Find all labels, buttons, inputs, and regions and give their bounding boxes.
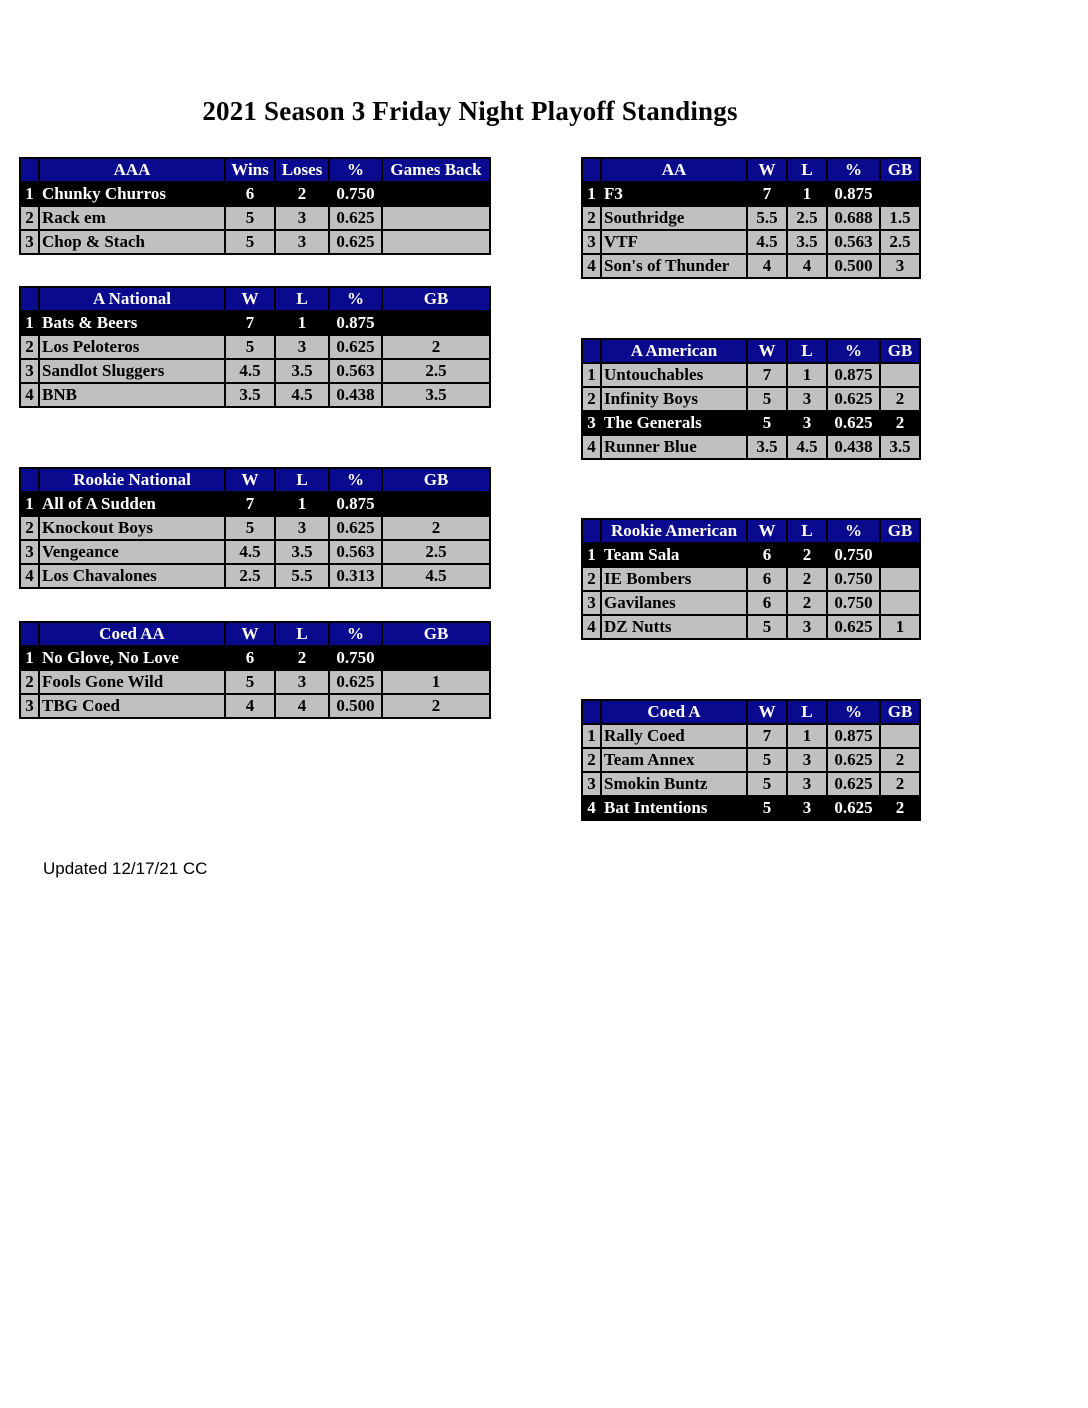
table-row — [582, 543, 920, 567]
table-row — [582, 363, 920, 387]
team-name: Chunky Churros — [39, 182, 225, 206]
pct-cell: 0.625 — [827, 387, 880, 411]
pct-cell: 0.625 — [329, 206, 382, 230]
games-back-cell: 2 — [382, 694, 490, 718]
wins-cell: 6 — [747, 567, 787, 591]
rank-cell: 1 — [20, 182, 39, 206]
losses-cell: 3 — [275, 230, 329, 254]
table-row — [582, 615, 920, 639]
games-back-cell: 2 — [880, 772, 920, 796]
wins-cell: 7 — [225, 492, 275, 516]
games-back-header: GB — [382, 468, 490, 492]
losses-cell: 3 — [787, 387, 827, 411]
table-row — [20, 335, 490, 359]
pct-cell: 0.563 — [329, 540, 382, 564]
pct-cell: 0.750 — [329, 646, 382, 670]
rank-cell: 1 — [582, 182, 601, 206]
losses-cell: 1 — [275, 311, 329, 335]
games-back-cell: 2 — [880, 748, 920, 772]
losses-header: L — [787, 700, 827, 724]
wins-cell: 7 — [225, 311, 275, 335]
rank-cell: 3 — [582, 411, 601, 435]
games-back-cell — [880, 363, 920, 387]
losses-header: L — [275, 287, 329, 311]
table-row — [582, 387, 920, 411]
division-name: A American — [601, 339, 747, 363]
table-row — [582, 411, 920, 435]
losses-cell: 1 — [275, 492, 329, 516]
games-back-cell: 2 — [382, 516, 490, 540]
header-row — [582, 158, 920, 182]
games-back-cell: 2.5 — [880, 230, 920, 254]
wins-cell: 4.5 — [747, 230, 787, 254]
pct-cell: 0.875 — [329, 311, 382, 335]
losses-cell: 4 — [275, 694, 329, 718]
table-row — [582, 254, 920, 278]
team-name: Southridge — [601, 206, 747, 230]
rookie-american-standings-table — [581, 518, 921, 640]
rank-cell: 1 — [582, 724, 601, 748]
division-name: Coed A — [601, 700, 747, 724]
losses-cell: 2 — [787, 543, 827, 567]
losses-cell: 4.5 — [275, 383, 329, 407]
losses-cell: 3 — [787, 615, 827, 639]
team-name: The Generals — [601, 411, 747, 435]
rank-header-cell — [582, 519, 601, 543]
wins-header: W — [747, 339, 787, 363]
wins-cell: 5 — [225, 670, 275, 694]
games-back-cell — [880, 724, 920, 748]
wins-cell: 6 — [747, 591, 787, 615]
team-name: Rack em — [39, 206, 225, 230]
team-name: Vengeance — [39, 540, 225, 564]
division-name: A National — [39, 287, 225, 311]
games-back-cell — [880, 543, 920, 567]
team-name: Son's of Thunder — [601, 254, 747, 278]
losses-cell: 3.5 — [787, 230, 827, 254]
pct-cell: 0.438 — [329, 383, 382, 407]
wins-cell: 7 — [747, 363, 787, 387]
losses-cell: 3.5 — [275, 540, 329, 564]
rank-cell: 3 — [582, 591, 601, 615]
wins-cell: 5 — [747, 387, 787, 411]
table-row — [20, 564, 490, 588]
losses-cell: 2 — [787, 591, 827, 615]
team-name: Team Sala — [601, 543, 747, 567]
rank-cell: 3 — [20, 540, 39, 564]
losses-header: L — [787, 339, 827, 363]
table-row — [582, 435, 920, 459]
team-name: All of A Sudden — [39, 492, 225, 516]
games-back-header: GB — [880, 158, 920, 182]
losses-cell: 4.5 — [787, 435, 827, 459]
losses-cell: 3 — [275, 335, 329, 359]
pct-cell: 0.750 — [329, 182, 382, 206]
pct-header: % — [827, 339, 880, 363]
wins-cell: 4 — [747, 254, 787, 278]
rank-cell: 2 — [582, 206, 601, 230]
rank-header-cell — [20, 287, 39, 311]
pct-cell: 0.625 — [827, 615, 880, 639]
rank-cell: 4 — [582, 796, 601, 820]
pct-cell: 0.625 — [827, 796, 880, 820]
rank-header-cell — [20, 622, 39, 646]
table-row — [20, 359, 490, 383]
header-row — [582, 339, 920, 363]
pct-cell: 0.625 — [329, 516, 382, 540]
rank-cell: 2 — [20, 670, 39, 694]
losses-cell: 3.5 — [275, 359, 329, 383]
pct-cell: 0.875 — [827, 724, 880, 748]
a-american-standings-table — [581, 338, 921, 460]
rank-cell: 1 — [582, 543, 601, 567]
pct-cell: 0.438 — [827, 435, 880, 459]
games-back-header: GB — [880, 339, 920, 363]
header-row — [582, 700, 920, 724]
losses-cell: 3 — [787, 411, 827, 435]
wins-cell: 5 — [225, 516, 275, 540]
pct-header: % — [827, 519, 880, 543]
games-back-cell: 2 — [880, 796, 920, 820]
games-back-cell — [382, 646, 490, 670]
pct-cell: 0.625 — [329, 335, 382, 359]
table-row — [20, 646, 490, 670]
pct-cell: 0.625 — [827, 748, 880, 772]
games-back-cell: 4.5 — [382, 564, 490, 588]
rank-header-cell — [582, 339, 601, 363]
losses-cell: 4 — [787, 254, 827, 278]
games-back-cell: 1 — [382, 670, 490, 694]
aa-standings-table — [581, 157, 921, 279]
rank-cell: 3 — [582, 772, 601, 796]
games-back-cell: 1.5 — [880, 206, 920, 230]
pct-cell: 0.625 — [329, 230, 382, 254]
wins-cell: 5 — [747, 796, 787, 820]
header-row — [20, 287, 490, 311]
table-row — [582, 724, 920, 748]
wins-cell: 7 — [747, 724, 787, 748]
losses-cell: 3 — [275, 516, 329, 540]
wins-header: W — [747, 519, 787, 543]
rank-cell: 4 — [582, 254, 601, 278]
games-back-cell — [880, 591, 920, 615]
pct-cell: 0.875 — [827, 363, 880, 387]
team-name: IE Bombers — [601, 567, 747, 591]
losses-header: Loses — [275, 158, 329, 182]
games-back-cell: 2 — [880, 387, 920, 411]
pct-header: % — [329, 468, 382, 492]
header-row — [20, 158, 490, 182]
division-name: Coed AA — [39, 622, 225, 646]
games-back-header: GB — [880, 700, 920, 724]
wins-header: Wins — [225, 158, 275, 182]
team-name: Los Peloteros — [39, 335, 225, 359]
rank-cell: 1 — [20, 311, 39, 335]
page-title: 2021 Season 3 Friday Night Playoff Standings — [202, 96, 738, 126]
pct-header: % — [329, 622, 382, 646]
rank-header-cell — [582, 158, 601, 182]
pct-cell: 0.563 — [827, 230, 880, 254]
games-back-cell — [382, 492, 490, 516]
rank-cell: 2 — [582, 387, 601, 411]
rookie-national-standings-table — [19, 467, 491, 589]
table-row — [20, 540, 490, 564]
table-row — [582, 182, 920, 206]
losses-header: L — [787, 519, 827, 543]
wins-cell: 5 — [225, 206, 275, 230]
games-back-cell — [382, 230, 490, 254]
team-name: Runner Blue — [601, 435, 747, 459]
losses-cell: 3 — [275, 206, 329, 230]
losses-cell: 3 — [787, 772, 827, 796]
games-back-cell: 3 — [880, 254, 920, 278]
wins-cell: 5.5 — [747, 206, 787, 230]
wins-cell: 5 — [747, 615, 787, 639]
games-back-cell — [382, 206, 490, 230]
table-row — [582, 796, 920, 820]
pct-cell: 0.500 — [329, 694, 382, 718]
losses-cell: 2 — [275, 182, 329, 206]
losses-cell: 5.5 — [275, 564, 329, 588]
rank-cell: 1 — [20, 646, 39, 670]
team-name: Untouchables — [601, 363, 747, 387]
table-row — [582, 772, 920, 796]
pct-cell: 0.625 — [827, 411, 880, 435]
pct-cell: 0.750 — [827, 543, 880, 567]
team-name: Team Annex — [601, 748, 747, 772]
wins-cell: 2.5 — [225, 564, 275, 588]
wins-cell: 3.5 — [225, 383, 275, 407]
pct-cell: 0.625 — [329, 670, 382, 694]
team-name: DZ Nutts — [601, 615, 747, 639]
games-back-cell: 2 — [880, 411, 920, 435]
losses-cell: 2.5 — [787, 206, 827, 230]
games-back-cell: 2 — [382, 335, 490, 359]
team-name: Knockout Boys — [39, 516, 225, 540]
table-row — [20, 206, 490, 230]
division-name: Rookie American — [601, 519, 747, 543]
rank-cell: 3 — [20, 230, 39, 254]
rank-cell: 2 — [20, 516, 39, 540]
losses-header: L — [275, 622, 329, 646]
coed-aa-standings-table — [19, 621, 491, 719]
team-name: Rally Coed — [601, 724, 747, 748]
team-name: F3 — [601, 182, 747, 206]
pct-cell: 0.750 — [827, 567, 880, 591]
division-name: Rookie National — [39, 468, 225, 492]
games-back-header: Games Back — [382, 158, 490, 182]
division-name: AA — [601, 158, 747, 182]
rank-header-cell — [20, 158, 39, 182]
rank-cell: 4 — [20, 564, 39, 588]
games-back-header: GB — [382, 287, 490, 311]
wins-cell: 6 — [747, 543, 787, 567]
games-back-cell — [382, 311, 490, 335]
rank-header-cell — [582, 700, 601, 724]
pct-header: % — [827, 700, 880, 724]
pct-cell: 0.625 — [827, 772, 880, 796]
losses-cell: 2 — [787, 567, 827, 591]
table-row — [582, 567, 920, 591]
table-row — [20, 311, 490, 335]
pct-header: % — [329, 158, 382, 182]
wins-cell: 5 — [225, 230, 275, 254]
table-row — [582, 230, 920, 254]
rank-cell: 2 — [582, 567, 601, 591]
team-name: Gavilanes — [601, 591, 747, 615]
team-name: VTF — [601, 230, 747, 254]
wins-header: W — [225, 622, 275, 646]
table-row — [20, 182, 490, 206]
team-name: TBG Coed — [39, 694, 225, 718]
wins-cell: 5 — [747, 772, 787, 796]
games-back-cell: 2.5 — [382, 540, 490, 564]
games-back-header: GB — [880, 519, 920, 543]
rank-cell: 4 — [582, 615, 601, 639]
table-row — [20, 516, 490, 540]
losses-cell: 1 — [787, 363, 827, 387]
rank-cell: 3 — [582, 230, 601, 254]
team-name: BNB — [39, 383, 225, 407]
games-back-cell — [880, 182, 920, 206]
wins-cell: 5 — [747, 411, 787, 435]
rank-cell: 3 — [20, 694, 39, 718]
header-row — [20, 468, 490, 492]
losses-cell: 3 — [787, 796, 827, 820]
games-back-header: GB — [382, 622, 490, 646]
table-row — [20, 694, 490, 718]
losses-header: L — [787, 158, 827, 182]
wins-cell: 5 — [747, 748, 787, 772]
team-name: Los Chavalones — [39, 564, 225, 588]
losses-cell: 3 — [787, 748, 827, 772]
rank-cell: 2 — [20, 335, 39, 359]
aaa-standings-table — [19, 157, 491, 255]
team-name: Sandlot Sluggers — [39, 359, 225, 383]
team-name: Smokin Buntz — [601, 772, 747, 796]
losses-cell: 1 — [787, 724, 827, 748]
wins-header: W — [747, 700, 787, 724]
rank-cell: 2 — [20, 206, 39, 230]
wins-cell: 5 — [225, 335, 275, 359]
pct-cell: 0.563 — [329, 359, 382, 383]
losses-cell: 2 — [275, 646, 329, 670]
division-name: AAA — [39, 158, 225, 182]
pct-cell: 0.688 — [827, 206, 880, 230]
header-row — [20, 622, 490, 646]
wins-header: W — [747, 158, 787, 182]
table-row — [582, 206, 920, 230]
team-name: Bats & Beers — [39, 311, 225, 335]
losses-cell: 3 — [275, 670, 329, 694]
wins-header: W — [225, 468, 275, 492]
table-row — [582, 748, 920, 772]
pct-cell: 0.875 — [827, 182, 880, 206]
wins-cell: 6 — [225, 182, 275, 206]
games-back-cell: 2.5 — [382, 359, 490, 383]
rank-cell: 1 — [582, 363, 601, 387]
wins-header: W — [225, 287, 275, 311]
team-name: Bat Intentions — [601, 796, 747, 820]
rank-cell: 2 — [582, 748, 601, 772]
table-row — [20, 670, 490, 694]
team-name: Chop & Stach — [39, 230, 225, 254]
pct-cell: 0.313 — [329, 564, 382, 588]
losses-header: L — [275, 468, 329, 492]
wins-cell: 4 — [225, 694, 275, 718]
games-back-cell: 3.5 — [382, 383, 490, 407]
pct-cell: 0.750 — [827, 591, 880, 615]
rank-cell: 4 — [20, 383, 39, 407]
table-row — [20, 383, 490, 407]
games-back-cell — [880, 567, 920, 591]
games-back-cell — [382, 182, 490, 206]
team-name: No Glove, No Love — [39, 646, 225, 670]
games-back-cell: 1 — [880, 615, 920, 639]
games-back-cell: 3.5 — [880, 435, 920, 459]
rank-cell: 4 — [582, 435, 601, 459]
losses-cell: 1 — [787, 182, 827, 206]
wins-cell: 4.5 — [225, 359, 275, 383]
pct-cell: 0.875 — [329, 492, 382, 516]
wins-cell: 3.5 — [747, 435, 787, 459]
rank-header-cell — [20, 468, 39, 492]
coed-a-standings-table — [581, 699, 921, 821]
updated-note: Updated 12/17/21 CC — [43, 859, 208, 878]
pct-header: % — [827, 158, 880, 182]
pct-header: % — [329, 287, 382, 311]
rank-cell: 3 — [20, 359, 39, 383]
table-row — [20, 230, 490, 254]
pct-cell: 0.500 — [827, 254, 880, 278]
table-row — [20, 492, 490, 516]
team-name: Fools Gone Wild — [39, 670, 225, 694]
wins-cell: 6 — [225, 646, 275, 670]
table-row — [582, 591, 920, 615]
header-row — [582, 519, 920, 543]
rank-cell: 1 — [20, 492, 39, 516]
a-national-standings-table — [19, 286, 491, 408]
team-name: Infinity Boys — [601, 387, 747, 411]
wins-cell: 7 — [747, 182, 787, 206]
wins-cell: 4.5 — [225, 540, 275, 564]
